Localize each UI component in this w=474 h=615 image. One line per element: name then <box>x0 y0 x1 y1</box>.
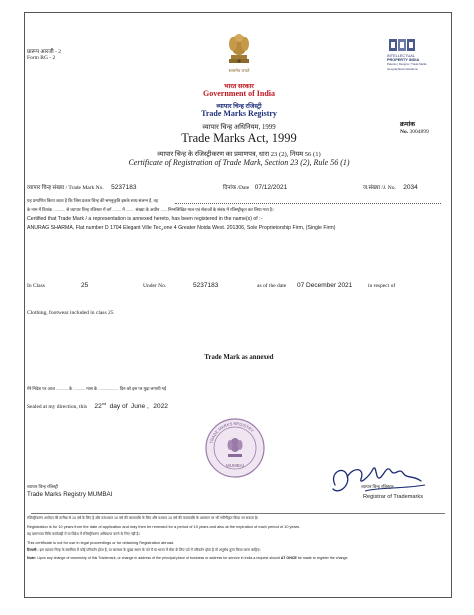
svg-text:MUMBAI: MUMBAI <box>226 463 244 468</box>
sealed-hindi: मेरे निदेश पर आज ........... के ........... मास के ................... दिन को इस पर मुद्रा लगायी गई <box>27 386 167 391</box>
emblem-motto: सत्यमेव जयते <box>228 68 250 73</box>
form-label-hi: प्रारूप आरजी - 2 <box>27 49 62 55</box>
as-of-date-label: as of the date <box>257 283 287 289</box>
footer-hindi-note: टिप्पणी : इस व्यापार चिन्ह के स्वामित्व में कोई परिवर्तन होता है, या कारबार के मुख्य स्थान के पते में या भारत में सेवा के लिए पते में परिवर्तन होता है तो अनुरोध तुरंत किया जाना चाहिए। <box>27 548 261 552</box>
registry-hindi: व्यापार चिन्ह रजिस्ट्री <box>216 103 262 110</box>
under-no-value: 5237183 <box>193 282 219 289</box>
certified-text: Certified that Trade Mark / a representation is annexed hereto, has been registered in the name(s) of :- <box>27 216 263 222</box>
class-value: 25 <box>81 282 89 289</box>
serial-number: No. 3004899 <box>400 129 429 135</box>
office-english: Trade Marks Registry MUMBAI <box>27 491 113 498</box>
form-label-en: Form RG - 2 <box>27 55 56 61</box>
cert-english: Certificate of Registration of Trade Mark, Section 23 (2), Rule 56 (1) <box>128 158 350 167</box>
sealed-line: Sealed at my direction, this 22nd day of June , 2022 <box>27 401 168 411</box>
in-class-label: In Class <box>27 283 45 289</box>
dotted-fill-1 <box>175 198 441 204</box>
national-emblem-icon <box>225 29 253 67</box>
footer-english-note: Note: Upon any change of ownership of this Trademark, or change in address of the principal place of business or address for service in India a request should AT ONCE be made to register the change. <box>27 556 349 560</box>
govt-english: Government of India <box>203 89 275 98</box>
certification-hindi-line1: यह प्रमाणित किया जाता है कि जिस प्रकार चिन्ह की समनुकृति इसके साथ संलग्न है, वह <box>27 198 159 203</box>
goods-description: Clothing, footwear included in class 25 <box>27 310 114 316</box>
certification-hindi-line2: के नाम में दिनांक ........... से व्यापार चिन्ह रजिस्टर में वर्ग ........ में ........ संख्या के अधीन ...... निम्नलिखित माल एवं सेवाओं के संबंध में रजिस्ट्रीकृत कर लिया गया है। <box>27 207 274 212</box>
registry-english: Trade Marks Registry <box>201 109 277 118</box>
ip-india-logo-icon <box>387 38 417 52</box>
footer-english-2: This certificate is not for use in legal proceedings or for obtaining Registration abroad. <box>27 540 175 545</box>
registry-seal-icon <box>204 417 266 479</box>
registration-date: दिनांक /Date 07/12/2021 <box>223 184 288 191</box>
footer-hindi-1: रजिस्ट्रीकरण आवेदन की तारीख से 10 वर्ष के लिए है और तत्पश्चात 10 वर्ष की कालावधि के लिए और पश्चात 10 वर्ष की कालावधि के अवसान पर भी नवीनीकृत किया जा सकता है। <box>27 516 259 520</box>
journal-number: ज.संख्या /J. No. 2034 <box>363 184 418 191</box>
office-hindi: व्यापार चिन्ह रजिस्ट्री <box>27 484 58 489</box>
as-of-date-value: 07 December 2021 <box>297 282 353 289</box>
registrar-hindi: व्यापार चिन्ह रजिस्ट्रार <box>361 484 394 489</box>
trade-mark-annexed: Trade Mark as annexed <box>204 354 274 361</box>
footer-hindi-2: यह प्रमाणपत्र विधि कार्यवाही में या विदेश में रजिस्ट्रीकरण अभिप्राप्त करने के लिए नहीं है। <box>27 532 140 536</box>
under-no-label: Under No. <box>143 283 167 289</box>
act-hindi: व्यापार चिन्ह अधिनियम, 1999 <box>202 124 276 131</box>
sealed-day: 22nd <box>94 401 107 411</box>
ip-india-logo-text: INTELLECTUAL PROPERTY INDIA Patents | Designs | Trade Marks Geographical Indications <box>387 54 427 71</box>
in-respect-of-label: in respect of <box>368 283 396 289</box>
govt-hindi: भारत सरकार <box>224 83 254 90</box>
serial-hindi: क्रमांक <box>400 121 416 128</box>
act-english: Trade Marks Act, 1999 <box>181 131 297 145</box>
cert-hindi: व्यापार चिन्ह के रजिस्ट्रीकरण का प्रमाणपत्र, धारा 23 (2), नियम 56 (1) <box>157 151 321 158</box>
owner-details: ANURAG SHARMA, Flat number D 1704 Elegant Ville Tecزone 4 Greater Noida West. 201306, Sole Proprietorship Firm, (Single Firm) <box>27 225 336 231</box>
certificate-page <box>24 12 452 598</box>
registrar-english: Registrar of Trademarks <box>363 494 423 500</box>
footer-english-1: Registration is for 10 years from the date of application and may then be renewed for a period of 10 years and also at the expiration of each period of 10 years. <box>27 524 301 529</box>
svg-text:TRADE MARKS REGISTRY: TRADE MARKS REGISTRY <box>208 420 255 445</box>
trade-mark-number: व्यापार चिन्ह संख्या / Trade Mark No. 5237183 <box>27 184 137 191</box>
footer-divider <box>31 513 445 514</box>
